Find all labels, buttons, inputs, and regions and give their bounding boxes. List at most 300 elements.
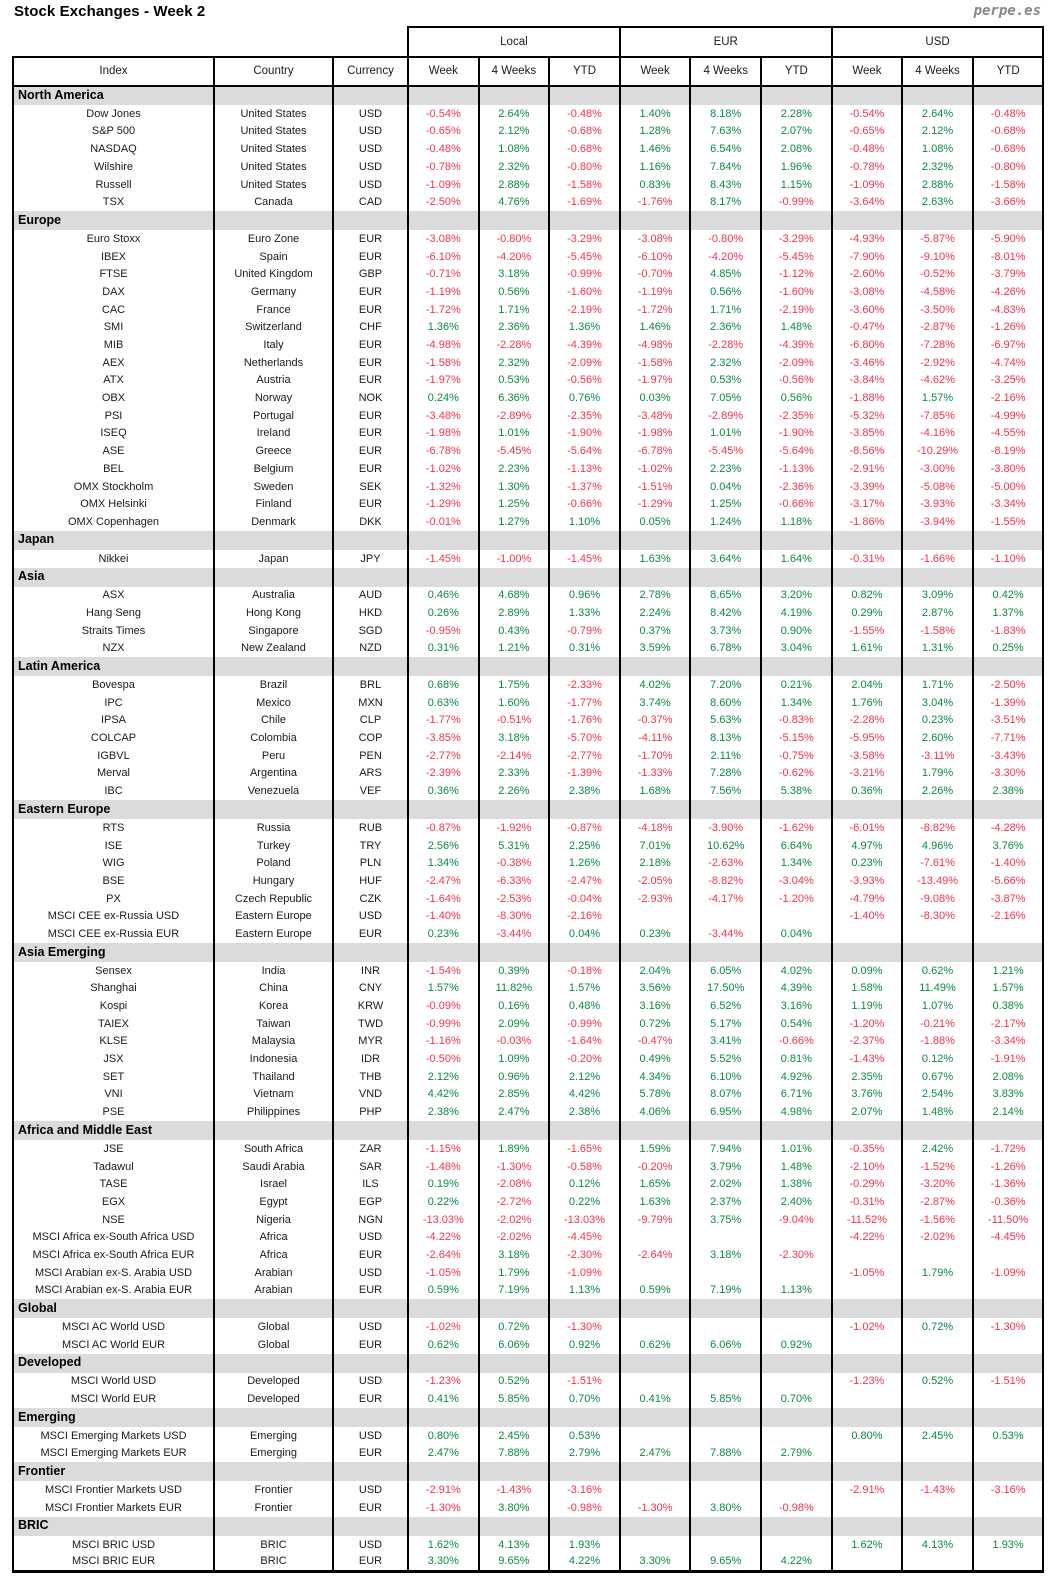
value-cell: -1.02%: [408, 1318, 479, 1336]
value-cell: -5.64%: [761, 442, 832, 460]
section-cell: [902, 531, 973, 550]
value-cell: 2.32%: [479, 158, 550, 176]
currency-cell: SAR: [333, 1158, 408, 1176]
value-cell: [973, 1499, 1044, 1517]
value-cell: -4.39%: [549, 336, 620, 354]
value-cell: -2.87%: [902, 319, 973, 337]
value-cell: 4.92%: [761, 1068, 832, 1086]
value-cell: -1.62%: [761, 819, 832, 837]
currency-cell: VND: [333, 1086, 408, 1104]
section-cell: [549, 657, 620, 676]
table-row: [13, 1282, 1043, 1300]
value-cell: -3.43%: [973, 747, 1044, 765]
table-row: [13, 176, 1043, 194]
value-cell: -3.66%: [973, 193, 1044, 211]
value-cell: 3.18%: [479, 1246, 550, 1264]
value-cell: -1.02%: [832, 1318, 903, 1336]
country-cell: Mexico: [214, 694, 333, 712]
value-cell: 3.64%: [690, 550, 761, 568]
currency-cell: EUR: [333, 1390, 408, 1408]
value-cell: 5.63%: [690, 712, 761, 730]
value-cell: 2.28%: [761, 105, 832, 123]
value-cell: 0.37%: [620, 622, 691, 640]
section-cell: [408, 1408, 479, 1427]
section-row: [13, 211, 1043, 230]
value-cell: -2.93%: [620, 890, 691, 908]
value-cell: -1.97%: [620, 372, 691, 390]
value-cell: 5.85%: [690, 1390, 761, 1408]
section-cell: [832, 1354, 903, 1373]
table-row: [13, 782, 1043, 800]
value-cell: [690, 1264, 761, 1282]
index-cell: RTS: [13, 819, 214, 837]
value-cell: 6.52%: [690, 997, 761, 1015]
section-row: [13, 657, 1043, 676]
value-cell: -8.82%: [690, 872, 761, 890]
table-row: [13, 837, 1043, 855]
section-cell: [549, 568, 620, 587]
value-cell: -1.00%: [479, 550, 550, 568]
value-cell: -0.68%: [973, 140, 1044, 158]
value-cell: -3.50%: [902, 301, 973, 319]
section-cell: [902, 1121, 973, 1140]
index-cell: MSCI Emerging Markets EUR: [13, 1445, 214, 1463]
value-cell: 7.19%: [479, 1282, 550, 1300]
value-cell: -0.09%: [408, 997, 479, 1015]
currency-cell: EUR: [333, 336, 408, 354]
value-cell: 6.71%: [761, 1086, 832, 1104]
value-cell: 1.27%: [479, 513, 550, 531]
value-cell: 1.57%: [408, 980, 479, 998]
value-cell: -3.08%: [408, 230, 479, 248]
currency-cell: KRW: [333, 997, 408, 1015]
brand-watermark: perpe.es: [973, 3, 1041, 19]
index-cell: TSX: [13, 193, 214, 211]
value-cell: 0.52%: [479, 1373, 550, 1391]
value-cell: 8.18%: [690, 105, 761, 123]
value-cell: -1.30%: [408, 1499, 479, 1517]
value-cell: -5.90%: [973, 230, 1044, 248]
currency-cell: EUR: [333, 301, 408, 319]
section-cell: [408, 800, 479, 819]
currency-cell: COP: [333, 729, 408, 747]
value-cell: [620, 908, 691, 926]
value-cell: -9.79%: [620, 1211, 691, 1229]
value-cell: 0.38%: [973, 997, 1044, 1015]
index-cell: OMX Copenhagen: [13, 513, 214, 531]
section-cell: [549, 531, 620, 550]
value-cell: -1.43%: [479, 1481, 550, 1499]
value-cell: 0.31%: [549, 640, 620, 658]
value-cell: -3.84%: [832, 372, 903, 390]
index-cell: JSE: [13, 1140, 214, 1158]
value-cell: 6.10%: [690, 1068, 761, 1086]
value-cell: -3.64%: [832, 193, 903, 211]
value-cell: [761, 1427, 832, 1445]
section-row: [13, 1121, 1043, 1140]
value-cell: [902, 1336, 973, 1354]
value-cell: 1.33%: [549, 604, 620, 622]
value-cell: 1.57%: [973, 980, 1044, 998]
value-cell: 1.36%: [408, 319, 479, 337]
country-cell: United States: [214, 123, 333, 141]
value-cell: [902, 1246, 973, 1264]
section-cell: [620, 1299, 691, 1318]
value-cell: -1.88%: [902, 1033, 973, 1051]
value-cell: -4.39%: [761, 336, 832, 354]
currency-cell: EUR: [333, 1553, 408, 1571]
value-cell: -5.08%: [902, 478, 973, 496]
value-cell: [832, 1336, 903, 1354]
value-cell: -3.00%: [902, 460, 973, 478]
value-cell: -6.78%: [620, 442, 691, 460]
currency-cell: EUR: [333, 1246, 408, 1264]
country-cell: Arabian: [214, 1264, 333, 1282]
section-name: Latin America: [13, 657, 214, 676]
value-cell: -0.35%: [832, 1140, 903, 1158]
value-cell: -0.87%: [549, 819, 620, 837]
value-cell: -0.83%: [761, 712, 832, 730]
index-cell: JSX: [13, 1050, 214, 1068]
index-cell: Straits Times: [13, 622, 214, 640]
index-cell: Russell: [13, 176, 214, 194]
table-row: [13, 1103, 1043, 1121]
value-cell: 2.78%: [620, 587, 691, 605]
country-cell: Arabian: [214, 1282, 333, 1300]
value-cell: 0.04%: [690, 478, 761, 496]
value-cell: 3.30%: [408, 1553, 479, 1571]
value-cell: 7.88%: [690, 1445, 761, 1463]
section-cell: [479, 943, 550, 962]
value-cell: 7.19%: [690, 1282, 761, 1300]
value-cell: 2.04%: [832, 676, 903, 694]
section-cell: [479, 1299, 550, 1318]
index-cell: KLSE: [13, 1033, 214, 1051]
country-cell: Saudi Arabia: [214, 1158, 333, 1176]
table-row: [13, 283, 1043, 301]
value-cell: 1.71%: [902, 676, 973, 694]
value-cell: 1.28%: [620, 123, 691, 141]
index-cell: Tadawul: [13, 1158, 214, 1176]
index-cell: WIG: [13, 854, 214, 872]
currency-cell: AUD: [333, 587, 408, 605]
table-row: [13, 354, 1043, 372]
section-name: Eastern Europe: [13, 800, 214, 819]
value-cell: 4.19%: [761, 604, 832, 622]
value-cell: 2.38%: [973, 782, 1044, 800]
value-cell: 3.09%: [902, 587, 973, 605]
value-cell: [690, 1427, 761, 1445]
country-cell: United States: [214, 158, 333, 176]
table-row: [13, 1211, 1043, 1229]
value-cell: -1.30%: [479, 1158, 550, 1176]
table-row: [13, 336, 1043, 354]
section-name: North America: [13, 86, 214, 105]
section-cell: [761, 1462, 832, 1481]
table-row: [13, 1246, 1043, 1264]
currency-cell: NOK: [333, 389, 408, 407]
index-cell: PSE: [13, 1103, 214, 1121]
value-cell: -5.95%: [832, 729, 903, 747]
value-cell: -2.91%: [408, 1481, 479, 1499]
value-cell: [761, 1318, 832, 1336]
country-cell: China: [214, 980, 333, 998]
index-cell: IPC: [13, 694, 214, 712]
value-cell: -1.09%: [549, 1264, 620, 1282]
value-cell: 2.63%: [902, 193, 973, 211]
value-cell: -0.50%: [408, 1050, 479, 1068]
section-cell: [761, 1121, 832, 1140]
value-cell: 1.01%: [479, 425, 550, 443]
value-cell: -1.58%: [902, 622, 973, 640]
value-cell: 3.18%: [690, 1246, 761, 1264]
value-cell: -1.92%: [479, 819, 550, 837]
section-cell: [832, 943, 903, 962]
col-header-usd-4weeks: 4 Weeks: [902, 57, 973, 86]
table-row: [13, 1390, 1043, 1408]
table-row: [13, 640, 1043, 658]
index-cell: VNI: [13, 1086, 214, 1104]
section-cell: [973, 211, 1044, 230]
index-cell: ISEQ: [13, 425, 214, 443]
value-cell: -0.98%: [761, 1499, 832, 1517]
value-cell: 6.36%: [479, 389, 550, 407]
value-cell: -2.64%: [620, 1246, 691, 1264]
value-cell: 6.95%: [690, 1103, 761, 1121]
value-cell: 4.96%: [902, 837, 973, 855]
table-row: [13, 1318, 1043, 1336]
value-cell: [761, 1264, 832, 1282]
currency-cell: CAD: [333, 193, 408, 211]
index-cell: BSE: [13, 872, 214, 890]
value-cell: [832, 1445, 903, 1463]
currency-cell: EUR: [333, 925, 408, 943]
value-cell: -6.78%: [408, 442, 479, 460]
section-row: [13, 1462, 1043, 1481]
value-cell: -1.33%: [620, 765, 691, 783]
table-row: [13, 604, 1043, 622]
value-cell: -1.72%: [973, 1140, 1044, 1158]
value-cell: 1.57%: [549, 980, 620, 998]
value-cell: -5.32%: [832, 407, 903, 425]
section-cell: [408, 531, 479, 550]
value-cell: -1.43%: [832, 1050, 903, 1068]
value-cell: -6.10%: [408, 248, 479, 266]
currency-cell: SEK: [333, 478, 408, 496]
currency-cell: USD: [333, 1536, 408, 1554]
value-cell: 0.80%: [832, 1427, 903, 1445]
index-cell: BEL: [13, 460, 214, 478]
index-cell: Nikkei: [13, 550, 214, 568]
currency-cell: CNY: [333, 980, 408, 998]
value-cell: 0.16%: [479, 997, 550, 1015]
section-cell: [973, 1121, 1044, 1140]
value-cell: 6.78%: [690, 640, 761, 658]
value-cell: 8.07%: [690, 1086, 761, 1104]
value-cell: [973, 1390, 1044, 1408]
value-cell: 1.79%: [902, 765, 973, 783]
value-cell: 0.54%: [761, 1015, 832, 1033]
value-cell: 0.82%: [832, 587, 903, 605]
index-cell: MSCI Emerging Markets USD: [13, 1427, 214, 1445]
value-cell: 4.85%: [690, 266, 761, 284]
value-cell: 4.98%: [761, 1103, 832, 1121]
currency-cell: SGD: [333, 622, 408, 640]
value-cell: -3.90%: [690, 819, 761, 837]
value-cell: -0.51%: [479, 712, 550, 730]
value-cell: -1.65%: [549, 1140, 620, 1158]
value-cell: 2.45%: [479, 1427, 550, 1445]
value-cell: -2.05%: [620, 872, 691, 890]
column-header-row: [13, 57, 1043, 86]
country-cell: Italy: [214, 336, 333, 354]
value-cell: -4.98%: [620, 336, 691, 354]
value-cell: -1.39%: [549, 765, 620, 783]
value-cell: 7.88%: [479, 1445, 550, 1463]
country-cell: Denmark: [214, 513, 333, 531]
value-cell: -2.35%: [549, 407, 620, 425]
value-cell: 0.70%: [761, 1390, 832, 1408]
country-cell: Greece: [214, 442, 333, 460]
value-cell: -2.30%: [761, 1246, 832, 1264]
value-cell: 0.83%: [620, 176, 691, 194]
value-cell: 0.53%: [479, 372, 550, 390]
country-cell: Russia: [214, 819, 333, 837]
value-cell: 0.53%: [549, 1427, 620, 1445]
country-cell: Poland: [214, 854, 333, 872]
section-cell: [549, 1121, 620, 1140]
value-cell: 1.36%: [549, 319, 620, 337]
table-row: [13, 389, 1043, 407]
value-cell: 5.17%: [690, 1015, 761, 1033]
section-cell: [479, 1462, 550, 1481]
country-cell: Eastern Europe: [214, 908, 333, 926]
country-cell: Africa: [214, 1229, 333, 1247]
value-cell: [620, 1264, 691, 1282]
value-cell: 8.43%: [690, 176, 761, 194]
value-cell: -6.97%: [973, 336, 1044, 354]
currency-cell: ZAR: [333, 1140, 408, 1158]
value-cell: -8.82%: [902, 819, 973, 837]
value-cell: -3.87%: [973, 890, 1044, 908]
value-cell: 2.35%: [832, 1068, 903, 1086]
value-cell: -2.92%: [902, 354, 973, 372]
value-cell: -0.65%: [408, 123, 479, 141]
value-cell: 7.63%: [690, 123, 761, 141]
index-cell: COLCAP: [13, 729, 214, 747]
value-cell: 3.16%: [761, 997, 832, 1015]
value-cell: -1.23%: [408, 1373, 479, 1391]
value-cell: -5.45%: [479, 442, 550, 460]
index-cell: Bovespa: [13, 676, 214, 694]
value-cell: [690, 1229, 761, 1247]
value-cell: 1.48%: [902, 1103, 973, 1121]
value-cell: 3.56%: [620, 980, 691, 998]
currency-cell: TRY: [333, 837, 408, 855]
table-row: [13, 407, 1043, 425]
value-cell: -7.28%: [902, 336, 973, 354]
table-row: [13, 1175, 1043, 1193]
value-cell: -0.75%: [761, 747, 832, 765]
value-cell: 4.34%: [620, 1068, 691, 1086]
country-cell: Norway: [214, 389, 333, 407]
section-cell: [902, 800, 973, 819]
value-cell: [832, 1553, 903, 1571]
value-cell: -3.51%: [973, 712, 1044, 730]
currency-cell: PEN: [333, 747, 408, 765]
value-cell: 6.05%: [690, 962, 761, 980]
value-cell: 4.06%: [620, 1103, 691, 1121]
section-cell: [690, 943, 761, 962]
table-row: [13, 747, 1043, 765]
section-cell: [408, 1462, 479, 1481]
index-cell: SET: [13, 1068, 214, 1086]
value-cell: 3.76%: [973, 837, 1044, 855]
value-cell: 2.47%: [408, 1445, 479, 1463]
index-cell: S&P 500: [13, 123, 214, 141]
country-cell: Global: [214, 1336, 333, 1354]
value-cell: 1.79%: [902, 1264, 973, 1282]
table-row: [13, 908, 1043, 926]
value-cell: 2.45%: [902, 1427, 973, 1445]
value-cell: -1.72%: [620, 301, 691, 319]
value-cell: 0.92%: [549, 1336, 620, 1354]
index-cell: MSCI Frontier Markets USD: [13, 1481, 214, 1499]
value-cell: -5.70%: [549, 729, 620, 747]
value-cell: 0.36%: [832, 782, 903, 800]
value-cell: 2.38%: [549, 1103, 620, 1121]
currency-cell: EUR: [333, 1282, 408, 1300]
section-cell: [690, 1121, 761, 1140]
value-cell: 1.38%: [761, 1175, 832, 1193]
value-cell: -1.20%: [832, 1015, 903, 1033]
value-cell: 4.22%: [761, 1553, 832, 1571]
value-cell: [902, 1282, 973, 1300]
value-cell: 5.31%: [479, 837, 550, 855]
index-cell: Euro Stoxx: [13, 230, 214, 248]
value-cell: 10.62%: [690, 837, 761, 855]
value-cell: 3.79%: [690, 1158, 761, 1176]
country-cell: Finland: [214, 495, 333, 513]
value-cell: -0.03%: [479, 1033, 550, 1051]
table-row: [13, 248, 1043, 266]
section-cell: [973, 531, 1044, 550]
section-row: [13, 86, 1043, 105]
country-cell: Brazil: [214, 676, 333, 694]
table-row: [13, 1264, 1043, 1282]
section-cell: [333, 1121, 408, 1140]
value-cell: 2.38%: [549, 782, 620, 800]
value-cell: -2.17%: [973, 1015, 1044, 1033]
value-cell: -10.29%: [902, 442, 973, 460]
value-cell: -2.09%: [549, 354, 620, 372]
table-row: [13, 962, 1043, 980]
value-cell: [973, 1246, 1044, 1264]
section-cell: [761, 800, 832, 819]
section-cell: [333, 1517, 408, 1536]
value-cell: 3.75%: [690, 1211, 761, 1229]
value-cell: -1.09%: [973, 1264, 1044, 1282]
value-cell: -1.56%: [902, 1211, 973, 1229]
currency-cell: EUR: [333, 372, 408, 390]
value-cell: -1.43%: [902, 1481, 973, 1499]
value-cell: -1.60%: [549, 283, 620, 301]
value-cell: [690, 908, 761, 926]
section-cell: [902, 1299, 973, 1318]
value-cell: -2.37%: [832, 1033, 903, 1051]
value-cell: 0.03%: [620, 389, 691, 407]
section-cell: [902, 943, 973, 962]
